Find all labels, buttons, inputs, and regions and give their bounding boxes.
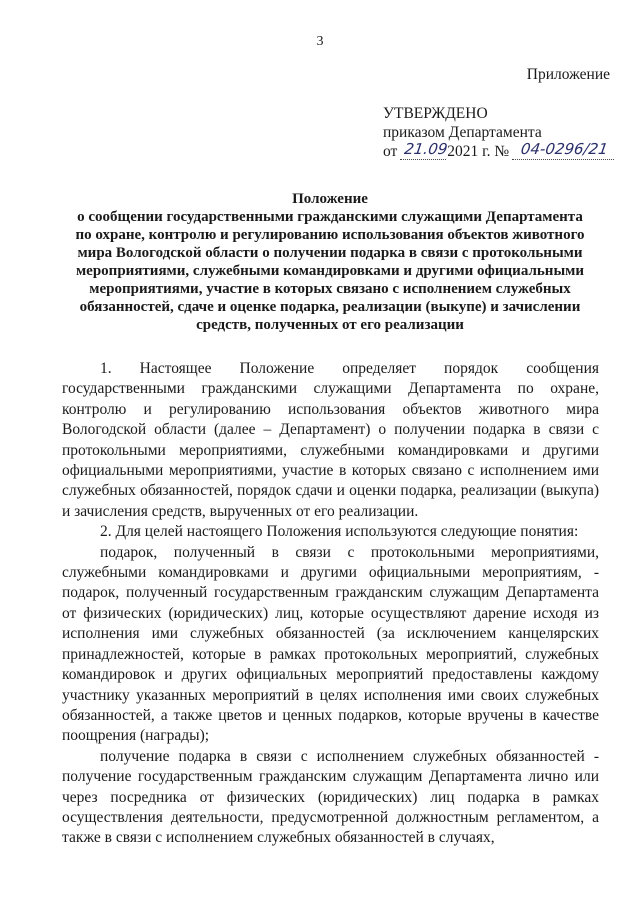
approval-order-of: приказом Департамента	[383, 124, 542, 141]
paragraph: подарок, полученный в связи с протокольными мероприятиями, служебными командировками и другими официальными мероприятиям, - подарок, полученный государственным гражданским служащим Департамента от физических (юридических) лиц, которые осуществляют дарение исходя из исполнения ими служебных обязанностей (за исключением канцелярских принадлежностей, которые в рамках протокольных мероприятий, служебных командировок и других официальных мероприятий предоставлены каждому участнику указанных мероприятий в целях исполнения ими своих служебных обязанностей, а также цветов и ценных подарков, которые вручены в качестве поощрения (награды);	[62, 543, 599, 745]
approval-from-prefix: от	[383, 143, 398, 160]
handwritten-order-number: 04-0296/21	[512, 140, 617, 160]
paragraph: получение подарка в связи с исполнением служебных обязанностей - получение государственным гражданским служащим Департамента лично или через посредника от физических (юридических) лиц подарка в рамках осуществления деятельности, предусмотренной должностным регламентом, а также в связи с исполнением служебных обязанностей в случаях,	[62, 747, 599, 847]
title-line: обязанностей, сдаче и оценке подарка, реализации (выкупе) и зачислении	[79, 299, 581, 315]
title-line: средств, полученных от его реализации	[196, 317, 464, 333]
title-line: мира Вологодской области о получении подарка в связи с протокольными	[77, 245, 583, 261]
paragraph: 2. Для целей настоящего Положения используются следующие понятия:	[100, 523, 579, 541]
handwritten-date: 21.09	[400, 140, 449, 160]
paragraph: 1. Настоящее Положение определяет порядок сообщения государственными гражданскими служащими Департамента по охране, контролю и регулированию использования объектов животного мира Вологодской области (далее – Департамент) о получении подарка в связи с протокольными мероприятиями, служебными командировками и другими официальными мероприятиями, участие в которых связано с исполнением ими служебных обязанностей, порядок сдачи и оценки подарка, реализации (выкупа) и зачисления средств, вырученных от его реализации.	[62, 360, 599, 520]
approval-approved: УТВЕРЖДЕНО	[383, 105, 488, 122]
title-line: Положение	[292, 191, 368, 207]
approval-date-line	[383, 142, 615, 162]
approval-year-text: 2021 г. №	[447, 143, 510, 160]
title-line: по охране, контролю и регулированию использования объектов животного	[75, 227, 585, 243]
page-number: 3	[316, 34, 324, 49]
approval-block	[383, 104, 615, 162]
appendix-label: Приложение	[526, 66, 610, 83]
document-body	[62, 359, 599, 849]
title-line: мероприятиями, служебными командировками и другими официальными	[75, 263, 585, 279]
title-line: о сообщении государственными гражданскими служащими Департамента	[77, 209, 583, 225]
document-title	[50, 190, 610, 334]
title-line: мероприятиями, участие в которых связано с исполнением служебных	[89, 281, 571, 297]
